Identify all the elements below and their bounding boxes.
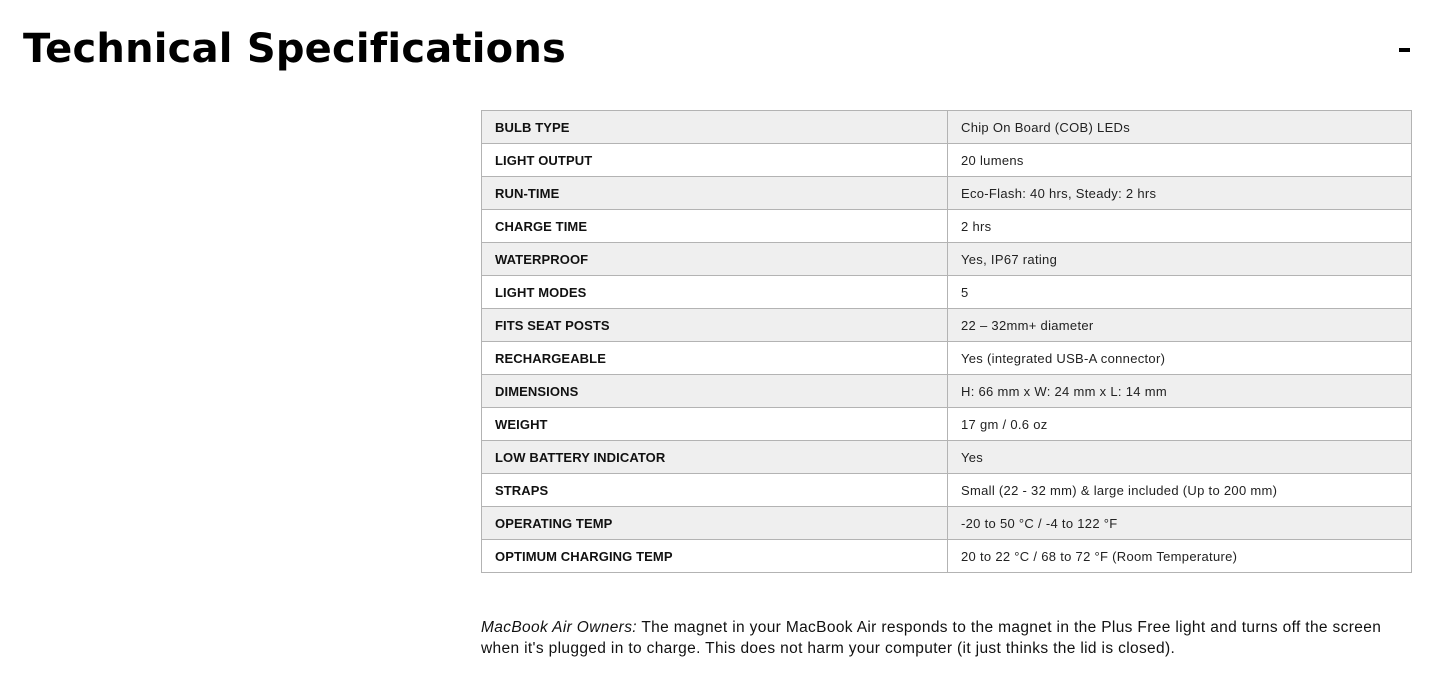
spec-value: Yes (948, 441, 1412, 474)
page-title: Technical Specifications (23, 26, 567, 72)
spec-label: WEIGHT (482, 408, 948, 441)
table-row (482, 210, 1412, 243)
minus-icon (1399, 48, 1410, 52)
spec-label: LIGHT MODES (482, 276, 948, 309)
macbook-air-note (481, 617, 1416, 659)
spec-label: WATERPROOF (482, 243, 948, 276)
spec-value: 5 (948, 276, 1412, 309)
spec-value: 17 gm / 0.6 oz (948, 408, 1412, 441)
spec-label: STRAPS (482, 474, 948, 507)
spec-label: RUN-TIME (482, 177, 948, 210)
table-row (482, 507, 1412, 540)
spec-label: OPTIMUM CHARGING TEMP (482, 540, 948, 573)
note-prefix: MacBook Air Owners: (481, 619, 637, 636)
spec-value: Eco-Flash: 40 hrs, Steady: 2 hrs (948, 177, 1412, 210)
spec-value: Yes, IP67 rating (948, 243, 1412, 276)
spec-label: RECHARGEABLE (482, 342, 948, 375)
spec-label: BULB TYPE (482, 111, 948, 144)
spec-label: DIMENSIONS (482, 375, 948, 408)
specs-table (481, 110, 1412, 573)
spec-value: H: 66 mm x W: 24 mm x L: 14 mm (948, 375, 1412, 408)
collapse-toggle-button[interactable] (1386, 30, 1422, 70)
spec-label: CHARGE TIME (482, 210, 948, 243)
table-row (482, 342, 1412, 375)
spec-label: LIGHT OUTPUT (482, 144, 948, 177)
spec-value: Yes (integrated USB-A connector) (948, 342, 1412, 375)
spec-value: 20 lumens (948, 144, 1412, 177)
table-row (482, 474, 1412, 507)
table-row (482, 309, 1412, 342)
table-row (482, 408, 1412, 441)
spec-label: FITS SEAT POSTS (482, 309, 948, 342)
spec-label: OPERATING TEMP (482, 507, 948, 540)
table-row (482, 540, 1412, 573)
spec-label: LOW BATTERY INDICATOR (482, 441, 948, 474)
section-header (0, 0, 1445, 100)
spec-value: 20 to 22 °C / 68 to 72 °F (Room Temperature) (948, 540, 1412, 573)
note-text: The magnet in your MacBook Air responds to the magnet in the Plus Free light and turns off the screen when it's plugged in to charge. This does not harm your computer (it just thinks the lid is closed). (481, 619, 1382, 657)
spec-value: Small (22 - 32 mm) & large included (Up to 200 mm) (948, 474, 1412, 507)
spec-value: Chip On Board (COB) LEDs (948, 111, 1412, 144)
table-row (482, 375, 1412, 408)
table-row (482, 276, 1412, 309)
table-row (482, 144, 1412, 177)
table-row (482, 243, 1412, 276)
table-row (482, 177, 1412, 210)
table-row (482, 441, 1412, 474)
table-row (482, 111, 1412, 144)
spec-value: -20 to 50 °C / -4 to 122 °F (948, 507, 1412, 540)
spec-value: 2 hrs (948, 210, 1412, 243)
spec-value: 22 – 32mm+ diameter (948, 309, 1412, 342)
